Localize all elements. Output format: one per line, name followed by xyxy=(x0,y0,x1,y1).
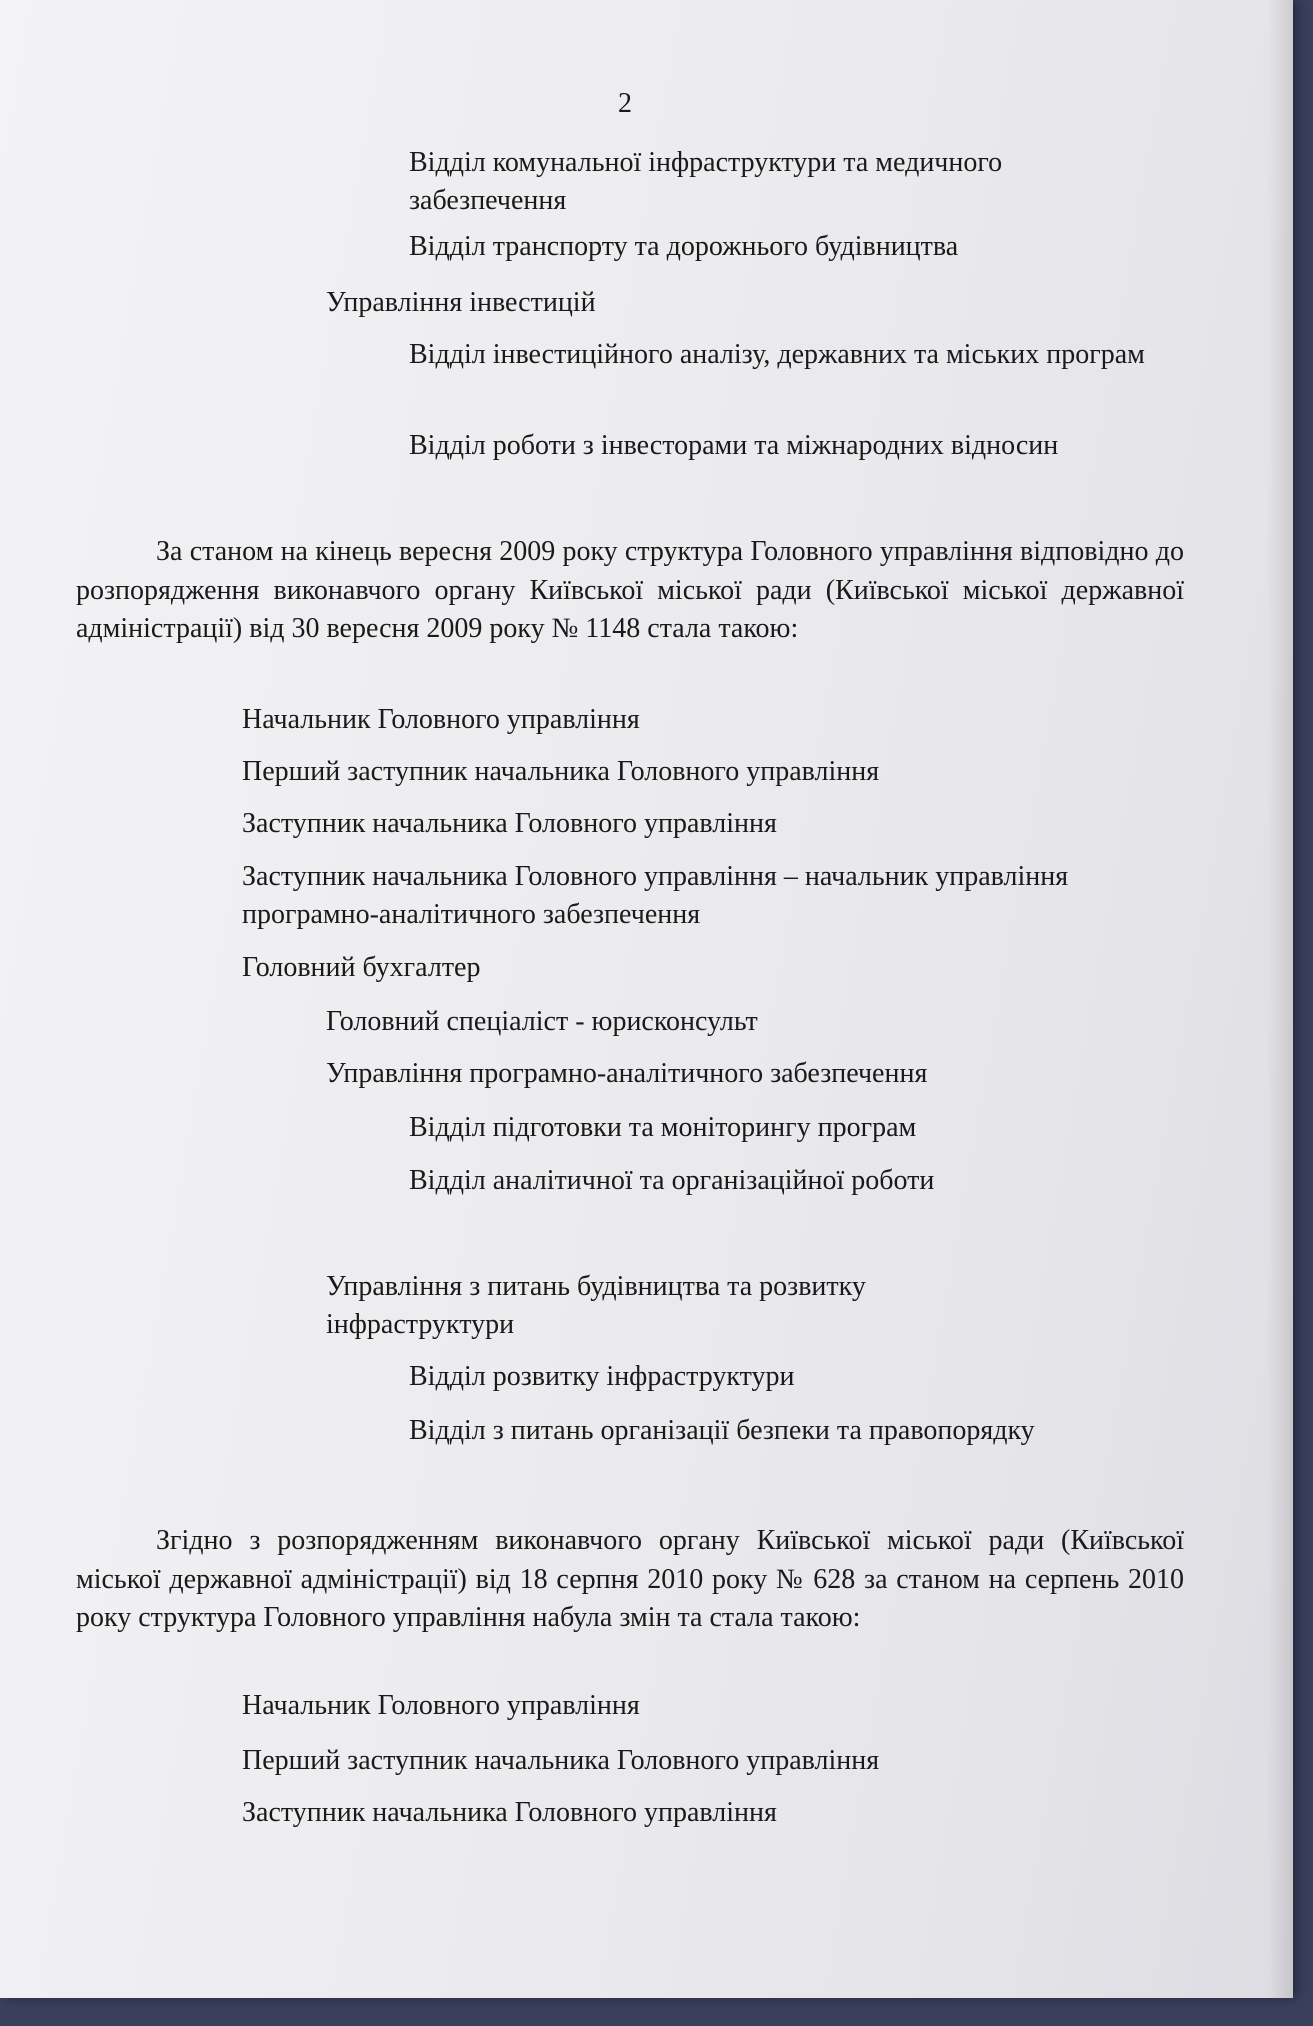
structure-item: Начальник Головного управління xyxy=(242,1690,640,1721)
structure-item: Головний бухгалтер xyxy=(242,952,481,983)
structure-item: Відділ інвестиційного аналізу, державних та міських програм xyxy=(409,339,1145,370)
paragraph: Згідно з розпорядженням виконавчого органу Київської міської ради (Київської міської державної адміністрації) від 18 серпня 2010 року № 628 за станом на серпень 2010 року структура Головного управління набула змін та стала такою: xyxy=(76,1525,1184,1633)
structure-item: Відділ аналітичної та організаційної роботи xyxy=(409,1165,935,1196)
structure-item: Відділ підготовки та моніторингу програм xyxy=(409,1112,917,1143)
structure-item: Управління програмно-аналітичного забезпечення xyxy=(326,1058,928,1089)
structure-item: Відділ комунальної інфраструктури та медичного забезпечення xyxy=(409,147,1003,216)
structure-item: Відділ роботи з інвесторами та міжнародних відносин xyxy=(409,430,1059,461)
structure-item: Управління інвестицій xyxy=(326,287,596,318)
structure-item: Заступник начальника Головного управління – начальник управління програмно-аналітичного забезпечення xyxy=(242,861,1069,930)
structure-item: Управління з питань будівництва та розвитку інфраструктури xyxy=(326,1271,866,1340)
structure-item: Заступник начальника Головного управління xyxy=(242,808,777,839)
structure-item: Начальник Головного управління xyxy=(242,704,640,735)
structure-item: Заступник начальника Головного управління xyxy=(242,1797,777,1828)
structure-item: Головний спеціаліст - юрисконсульт xyxy=(326,1006,758,1037)
page-number: 2 xyxy=(618,88,632,119)
structure-item: Відділ з питань організації безпеки та правопорядку xyxy=(409,1415,1035,1446)
structure-item: Відділ транспорту та дорожнього будівництва xyxy=(409,231,959,262)
structure-item: Відділ розвитку інфраструктури xyxy=(409,1361,795,1392)
structure-item: Перший заступник начальника Головного управління xyxy=(242,1745,880,1776)
paragraph: За станом на кінець вересня 2009 року структура Головного управління відповідно до розпорядження виконавчого органу Київської міської ради (Київської міської державної адміністрації) від 30 вересня 2009 року № 1148 стала такою: xyxy=(76,536,1184,644)
structure-item: Перший заступник начальника Головного управління xyxy=(242,756,880,787)
